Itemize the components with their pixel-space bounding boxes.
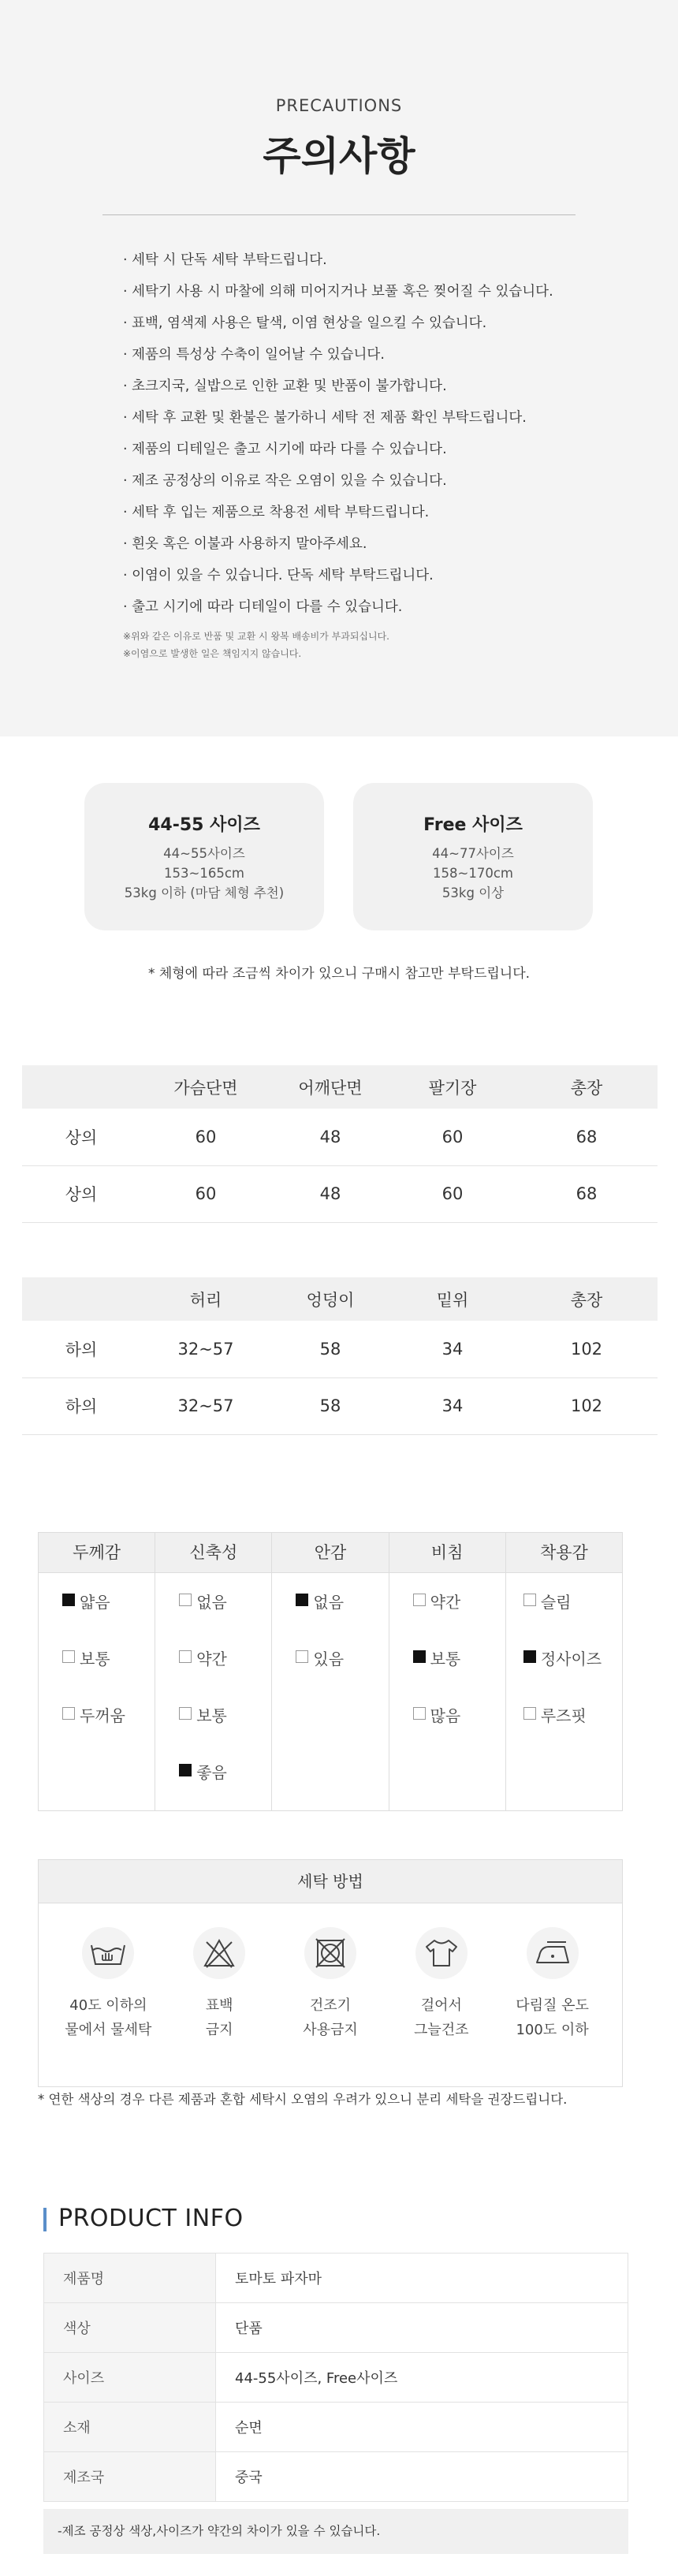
precaution-item: · 세탁 후 입는 제품으로 착용전 세탁 부탁드립니다. [123, 505, 430, 520]
table-cell: 하의 [22, 1321, 140, 1377]
table-cell: 상의 [22, 1165, 140, 1222]
precaution-note: ※이염으로 발생한 일은 책임지지 않습니다. [123, 648, 302, 659]
product-info-key: 제조국 [44, 2452, 216, 2502]
table-cell: 48 [271, 1165, 389, 1222]
no-tumble-dry-icon [304, 1927, 356, 1979]
fabric-option-label: 슬림 [540, 1593, 572, 1612]
fabric-option [272, 1590, 388, 1646]
no-bleach-icon [193, 1927, 245, 1979]
table-row [44, 2403, 628, 2452]
precaution-item: · 흰옷 혹은 이불과 사용하지 말아주세요. [123, 536, 367, 552]
precaution-item: · 제조 공정상의 이유로 작은 오염이 있을 수 있습니다. [123, 473, 447, 489]
precautions-section [0, 0, 678, 736]
fabric-option-label: 두꺼움 [80, 1706, 125, 1725]
fabric-option [389, 1646, 505, 1703]
table-cell: 60 [140, 1109, 271, 1165]
wash-label-line: 금지 [205, 2022, 233, 2038]
fabric-option-label: 보통 [80, 1650, 110, 1668]
precaution-note: ※위와 같은 이유로 반품 및 교환 시 왕복 배송비가 부과되십니다. [123, 631, 390, 642]
table-row [44, 2254, 628, 2303]
hand-wash-40-icon [82, 1927, 134, 1979]
fabric-column-thickness [39, 1533, 155, 1810]
fabric-header: 안감 [272, 1533, 388, 1573]
table-cell: 58 [271, 1377, 389, 1434]
table-cell: 60 [140, 1165, 271, 1222]
table-header-cell: 팔기장 [389, 1065, 516, 1109]
size-card-line: 44~77사이즈 [432, 846, 514, 861]
fabric-option [389, 1703, 505, 1760]
bottom-size-table [22, 1277, 658, 1435]
table-cell: 68 [516, 1165, 658, 1222]
table-cell: 32~57 [140, 1377, 271, 1434]
wash-label-line: 100도 이하 [516, 2022, 589, 2038]
wash-label-line: 표백 [205, 1997, 233, 2014]
fabric-header: 비침 [389, 1533, 505, 1573]
checkbox-checked [62, 1594, 75, 1606]
size-card-line: 44~55사이즈 [163, 846, 245, 861]
fabric-option-label: 좋음 [196, 1763, 227, 1782]
table-cell: 102 [516, 1321, 658, 1377]
table-header-cell [22, 1277, 140, 1321]
fabric-option [389, 1590, 505, 1646]
top-size-table [22, 1065, 658, 1223]
precaution-item: · 표백, 염색제 사용은 탈색, 이염 현상을 일으킬 수 있습니다. [123, 315, 487, 331]
hang-dry-shade-icon [415, 1927, 468, 1979]
precautions-title-en: PRECAUTIONS [275, 96, 403, 115]
fabric-option-label: 보통 [196, 1706, 227, 1725]
table-header-cell: 밑위 [389, 1277, 516, 1321]
fabric-column-stretch [155, 1533, 272, 1810]
product-info-value: 토마토 파자마 [216, 2254, 628, 2303]
table-header-cell: 어깨단면 [271, 1065, 389, 1109]
precautions-notes [123, 628, 389, 662]
precaution-item: · 세탁 후 교환 및 환불은 불가하니 세탁 전 제품 확인 부탁드립니다. [123, 410, 527, 426]
wash-label-line: 물에서 물세탁 [65, 2022, 152, 2038]
fabric-option [39, 1646, 155, 1703]
fabric-option-label: 정사이즈 [540, 1650, 602, 1668]
precaution-item: · 세탁기 사용 시 마찰에 의해 미어지거나 보풀 혹은 찢어질 수 있습니다. [123, 284, 553, 300]
checkbox-unchecked [62, 1707, 75, 1720]
checkbox-checked [296, 1594, 308, 1606]
precautions-list [123, 248, 628, 627]
table-cell: 48 [271, 1109, 389, 1165]
product-info-value: 중국 [216, 2452, 628, 2502]
precaution-item: · 출고 시기에 따라 디테일이 다를 수 있습니다. [123, 599, 403, 615]
wash-label-line: 40도 이하의 [69, 1997, 147, 2014]
precaution-item: · 초크지국, 실밥으로 인한 교환 및 반품이 불가합니다. [123, 378, 447, 394]
checkbox-unchecked [296, 1650, 308, 1663]
checkbox-checked [179, 1764, 192, 1776]
table-header-row [22, 1277, 658, 1321]
precaution-item: · 세탁 시 단독 세탁 부탁드립니다. [123, 252, 327, 268]
fabric-option [39, 1590, 155, 1646]
table-header-cell: 허리 [140, 1277, 271, 1321]
wash-label-line: 다림질 온도 [516, 1997, 589, 2014]
table-cell: 상의 [22, 1109, 140, 1165]
size-card-line: 153~165cm [164, 866, 244, 881]
table-cell: 하의 [22, 1377, 140, 1434]
wash-instructions [38, 1859, 623, 2087]
fabric-option [155, 1703, 271, 1760]
size-card-title: Free 사이즈 [423, 815, 523, 835]
fabric-header: 신축성 [155, 1533, 271, 1573]
precaution-item: · 제품의 특성상 수축이 일어날 수 있습니다. [123, 347, 385, 363]
table-cell: 60 [389, 1109, 516, 1165]
product-info-title: PRODUCT INFO [58, 2205, 244, 2232]
fabric-option [506, 1703, 622, 1760]
wash-item [505, 1903, 600, 2042]
fabric-option-label: 보통 [430, 1650, 461, 1668]
wash-item [61, 1903, 155, 2042]
wash-note: * 연한 색상의 경우 다른 제품과 혼합 세탁시 오염의 우려가 있으니 분리 세탁을 권장드립니다. [38, 2092, 568, 2107]
table-cell: 34 [389, 1321, 516, 1377]
fabric-option-label: 없음 [313, 1593, 345, 1612]
fabric-option [155, 1646, 271, 1703]
table-row [44, 2452, 628, 2502]
fabric-header: 착용감 [506, 1533, 622, 1573]
table-cell: 32~57 [140, 1321, 271, 1377]
size-card-44-55 [84, 783, 324, 930]
fabric-option-label: 없음 [196, 1593, 227, 1612]
fabric-option [39, 1703, 155, 1760]
product-info-value: 단품 [216, 2303, 628, 2353]
precautions-title-ko: 주의사항 [263, 133, 415, 179]
wash-label-line: 그늘건조 [414, 2022, 469, 2038]
checkbox-unchecked [62, 1650, 75, 1663]
wash-label-line: 걸어서 [420, 1997, 462, 2014]
product-info-note: -제조 공정상 색상,사이즈가 약간의 차이가 있을 수 있습니다. [43, 2509, 628, 2554]
checkbox-unchecked [523, 1594, 536, 1606]
fabric-option-label: 많음 [430, 1706, 461, 1725]
table-header-cell: 엉덩이 [271, 1277, 389, 1321]
checkbox-checked [523, 1650, 536, 1663]
fabric-column-lining [272, 1533, 389, 1810]
table-row [44, 2303, 628, 2353]
fabric-option-label: 얇음 [80, 1593, 110, 1612]
product-info-value: 44-55사이즈, Free사이즈 [216, 2353, 628, 2403]
size-card-line: 53kg 이상 [441, 885, 505, 900]
checkbox-unchecked [413, 1707, 426, 1720]
fabric-column-fit [506, 1533, 622, 1810]
size-card-line: 53kg 이하 (마담 체형 추천) [124, 885, 285, 900]
table-cell: 58 [271, 1321, 389, 1377]
product-info-table [43, 2253, 628, 2502]
table-cell: 102 [516, 1377, 658, 1434]
iron-100-icon [527, 1927, 579, 1979]
wash-item [283, 1903, 378, 2042]
size-card-title: 44-55 사이즈 [148, 815, 260, 835]
product-info-key: 사이즈 [44, 2353, 216, 2403]
fabric-option-label: 약간 [196, 1650, 227, 1668]
wash-label-line: 사용금지 [303, 2022, 358, 2038]
precaution-item: · 이염이 있을 수 있습니다. 단독 세탁 부탁드립니다. [123, 568, 434, 583]
checkbox-unchecked [179, 1594, 192, 1606]
fabric-option-label: 있음 [313, 1650, 345, 1668]
table-header-cell: 총장 [516, 1277, 658, 1321]
wash-label-line: 건조기 [309, 1997, 352, 2014]
checkbox-unchecked [179, 1650, 192, 1663]
wash-item [394, 1903, 489, 2042]
fabric-option-label: 루즈핏 [540, 1706, 587, 1725]
checkbox-unchecked [523, 1707, 536, 1720]
divider [102, 214, 576, 215]
size-card-line: 158~170cm [433, 866, 513, 881]
precaution-item: · 제품의 디테일은 출고 시기에 따라 다를 수 있습니다. [123, 442, 447, 457]
fabric-option [155, 1760, 271, 1817]
fabric-option [506, 1590, 622, 1646]
table-header-cell: 총장 [516, 1065, 658, 1109]
checkbox-unchecked [179, 1707, 192, 1720]
product-info-key: 소재 [44, 2403, 216, 2452]
fabric-option-label: 약간 [430, 1593, 461, 1612]
product-info-key: 제품명 [44, 2254, 216, 2303]
wash-item [172, 1903, 266, 2042]
product-info-accent-bar [43, 2208, 47, 2231]
checkbox-checked [413, 1650, 426, 1663]
product-info-key: 색상 [44, 2303, 216, 2353]
table-row [44, 2353, 628, 2403]
fabric-option [272, 1646, 388, 1703]
fabric-option [506, 1646, 622, 1703]
table-row [22, 1165, 658, 1222]
size-note: * 체형에 따라 조금씩 차이가 있으니 구매시 참고만 부탁드립니다. [147, 966, 531, 982]
product-info-value: 순면 [216, 2403, 628, 2452]
table-header-row [22, 1065, 658, 1109]
table-row [22, 1321, 658, 1377]
table-cell: 34 [389, 1377, 516, 1434]
fabric-column-sheerness [389, 1533, 506, 1810]
fabric-header: 두께감 [39, 1533, 155, 1573]
checkbox-unchecked [413, 1594, 426, 1606]
table-row [22, 1109, 658, 1165]
table-cell: 60 [389, 1165, 516, 1222]
table-header-cell [22, 1065, 140, 1109]
table-header-cell: 가슴단면 [140, 1065, 271, 1109]
wash-title: 세탁 방법 [39, 1860, 622, 1903]
size-card-free [353, 783, 593, 930]
table-cell: 68 [516, 1109, 658, 1165]
fabric-grid [38, 1532, 623, 1811]
fabric-option [155, 1590, 271, 1646]
table-row [22, 1377, 658, 1434]
